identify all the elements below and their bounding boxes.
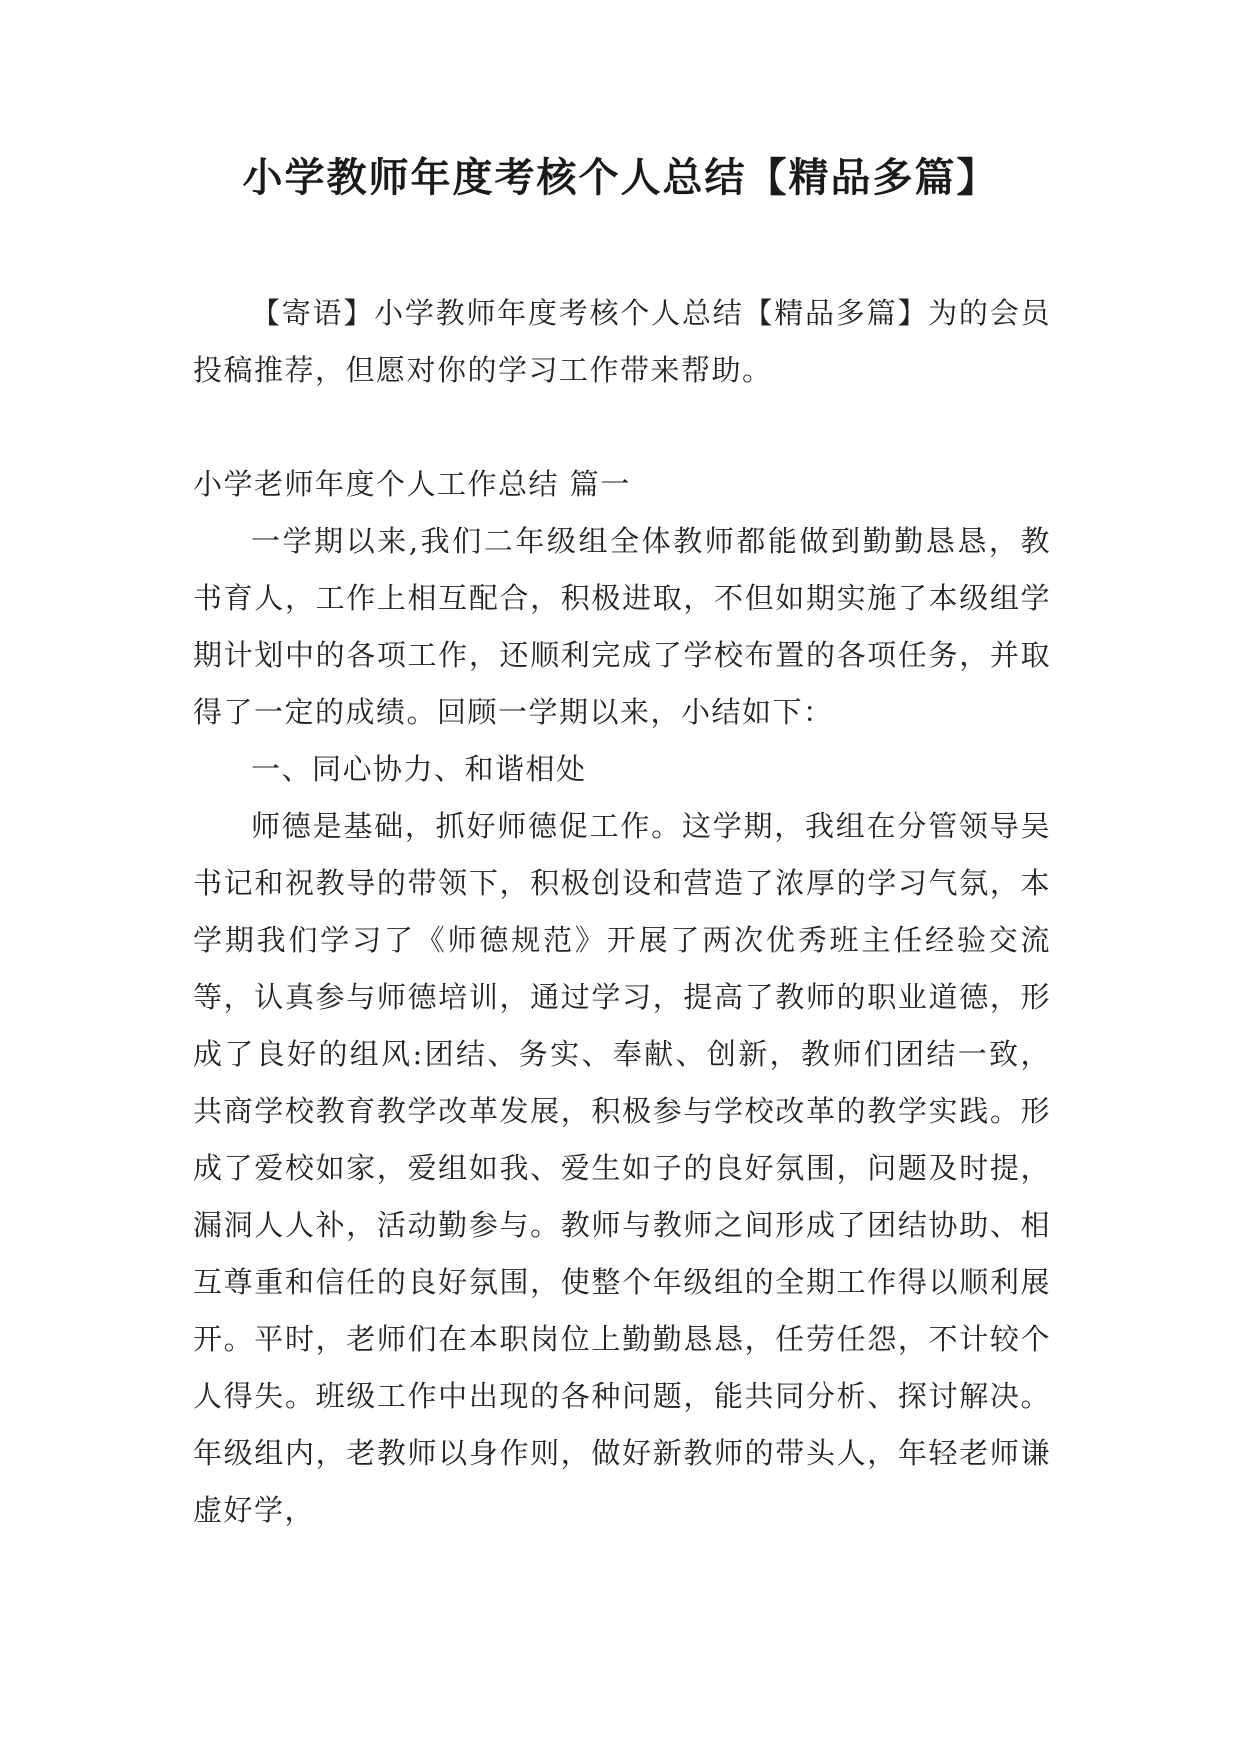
sub-heading-1: 一、同心协力、和谐相处 <box>251 752 587 786</box>
body-paragraph-2: 师德是基础，抓好师德促工作。这学期，我组在分管领导吴书记和祝教导的带领下，积极创设和营造了浓厚的学习气氛，本学期我们学习了《师德规范》开展了两次优秀班主任经验交流等，认真参与师德培训，通过学习，提高了教师的职业道德，形成了良好的组风:团结、务实、奉献、创新，教师们团结一致，共商学校教育教学改革发展，积极参与学校改革的教学实践。形成了爱校如家，爱组如我、爱生如子的良好氛围，问题及时提，漏洞人人补，活动勤参与。教师与教师之间形成了团结协助、相互尊重和信任的良好氛围，使整个年级组的全期工作得以顺利展开。平时，老师们在本职岗位上勤勤恳恳，任劳任怨，不计较个人得失。班级工作中出现的各种问题，能共同分析、探讨解决。年级组内，老教师以身作则，做好新教师的带头人，年轻老师谦虚好学， <box>193 809 1051 1527</box>
section-heading: 小学老师年度个人工作总结 篇一 <box>193 467 631 501</box>
body-paragraph-1: 一学期以来,我们二年级组全体教师都能做到勤勤恳恳，教书育人，工作上相互配合，积极进取，不但如期实施了本级组学期计划中的各项工作，还顺利完成了学校布置的各项任务，并取得了一定的成绩。回顾一学期以来，小结如下： <box>193 524 1051 729</box>
intro-paragraph: 【寄语】小学教师年度考核个人总结【精品多篇】为的会员投稿推荐，但愿对你的学习工作带来帮助。 <box>193 296 1051 387</box>
document-title: 小学教师年度考核个人总结【精品多篇】 <box>242 155 999 201</box>
document-body <box>193 285 1051 1539</box>
